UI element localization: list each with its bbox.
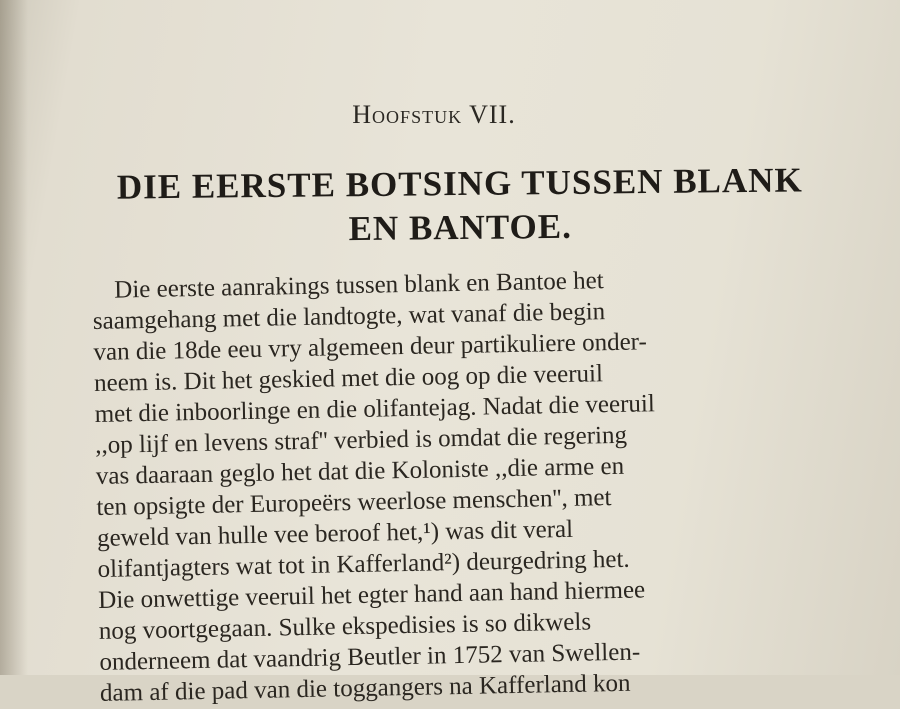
chapter-heading: Hoofstuk VII.: [352, 100, 516, 129]
text-line: met die inboorlinge en die olifantejag. Nadat die veeruil: [94, 390, 656, 428]
text-line: geweld van hulle vee beroof het,¹) was dit veral: [96, 515, 574, 552]
text-line: olifantjagters wat tot in Kafferland²) deurgedring het.: [97, 545, 630, 583]
text-line: dam af die pad van die toggangers na Kafferland kon: [99, 669, 631, 707]
body-paragraph: [92, 261, 820, 709]
text-line: ten opsigte der Europeërs weerlose menschen'', met: [96, 484, 612, 521]
text-line: van die 18de eeu vry algemeen deur partikuliere onder-: [93, 328, 648, 366]
text-line: neem is. Dit het geskied met die oog op die veeruil: [93, 360, 604, 397]
text-line: onderneem dat vaandrig Beutler in 1752 van Swellen-: [99, 638, 641, 676]
chapter-title: [60, 158, 861, 254]
text-line: nog voortgegaan. Sulke ekspedisies is so dikwels: [98, 608, 592, 645]
text-line: Die eerste aanrakings tussen blank en Bantoe het: [114, 267, 604, 304]
text-line: vas daaraan geglo het dat die Koloniste ,,die arme en: [95, 452, 625, 490]
text-line: Die onwettige veeruil het egter hand aan hand hiermee: [97, 576, 646, 614]
text-line: saamgehang met die landtogte, wat vanaf die begin: [92, 298, 606, 335]
chapter-title-line-2: EN BANTOE.: [348, 206, 573, 249]
chapter-title-line-1: DIE EERSTE BOTSING TUSSEN BLANK: [116, 160, 803, 207]
text-line: ,,op lijf en levens straf'' verbied is omdat die regering: [95, 421, 628, 459]
